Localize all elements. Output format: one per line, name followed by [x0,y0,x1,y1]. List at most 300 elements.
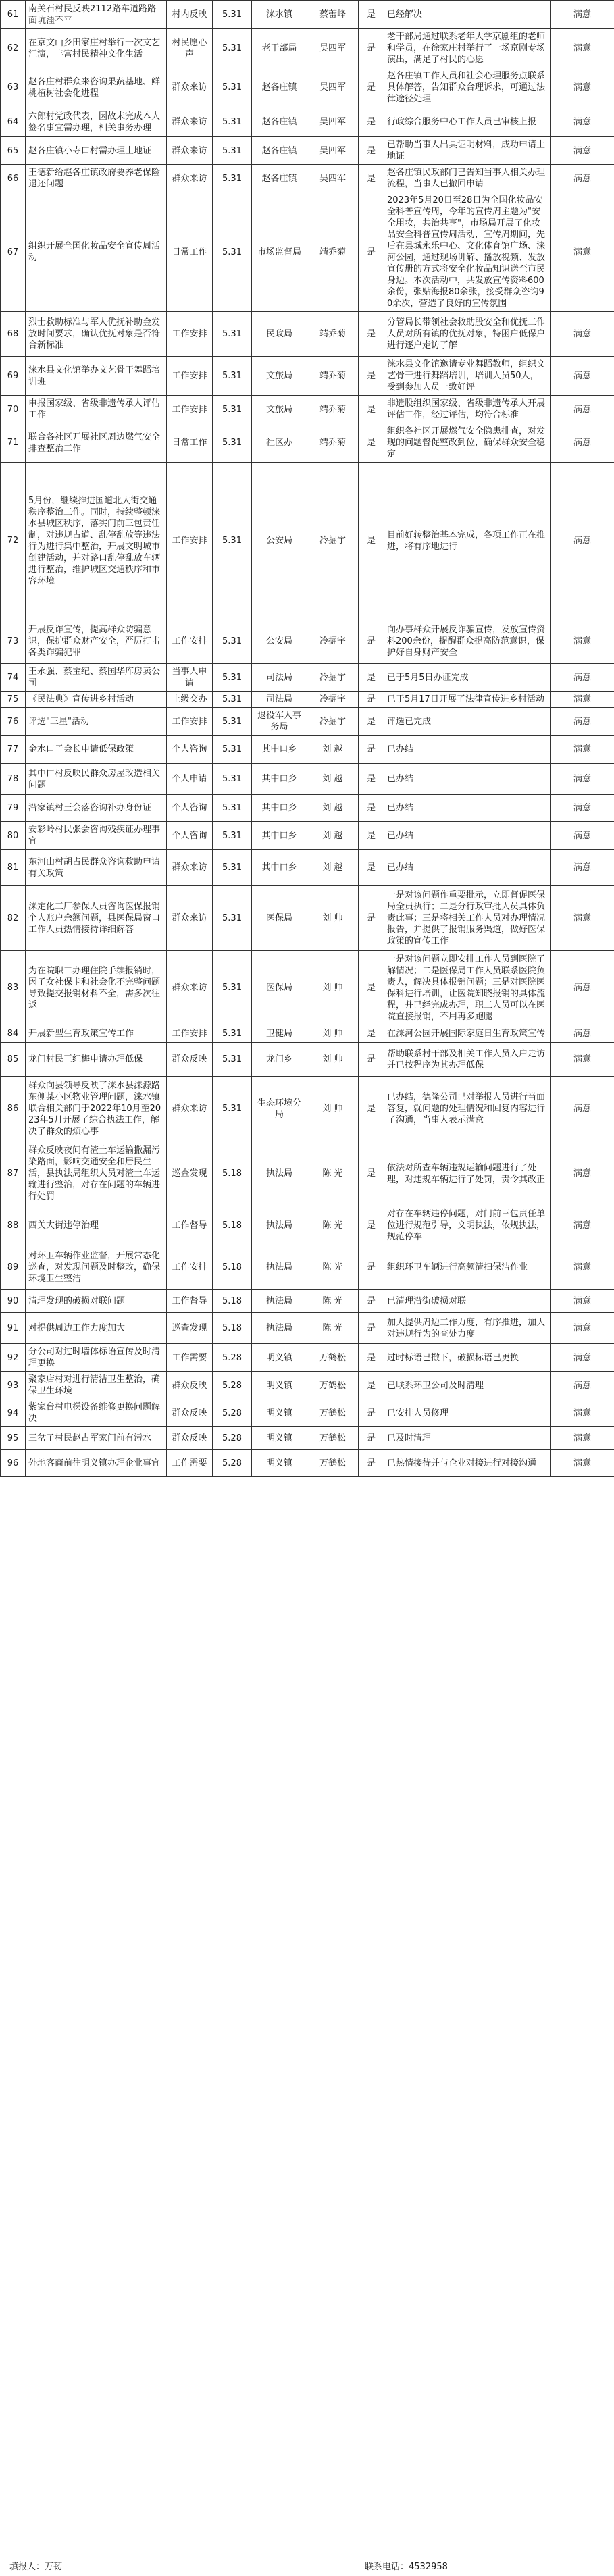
cell-content: 王永强、蔡宝纪、蔡国华库房卖公司 [26,664,167,692]
cell-flag: 是 [359,1313,384,1344]
cell-flag: 是 [359,463,384,619]
cell-unit: 赵各庄镇 [252,68,307,107]
cell-content: 对环卫车辆作业监督，开展常态化巡查，对发现问题及时整改，确保环境卫生整洁 [26,1245,167,1290]
cell-index: 95 [1,1427,26,1450]
cell-date: 5.28 [213,1450,252,1477]
cell-unit: 医保局 [252,886,307,951]
cell-result: 涞水县文化馆邀请专业舞蹈教师，组织文艺骨干进行舞蹈培训，培训人员50人，受到参加人员一致好评 [384,357,551,396]
cell-flag: 是 [359,1,384,29]
cell-person: 靖乔菊 [307,423,359,463]
table-row [1,137,614,165]
cell-source-type: 工作安排 [167,619,213,664]
cell-source-type: 个人咨询 [167,736,213,764]
cell-index: 87 [1,1141,26,1206]
cell-evaluation: 满意 [551,1141,614,1206]
cell-result: 目前好转整治基本完成，各项工作正在推进，将有序地进行 [384,463,551,619]
cell-source-type: 工作安排 [167,463,213,619]
cell-result: 赵各庄镇民政部门已告知当事人相关办理流程，当事人已撤回申请 [384,165,551,192]
cell-source-type: 群众来访 [167,951,213,1025]
cell-result: 赵各庄镇工作人员和社会心理服务点联系具体解答，告知群众合理诉求，可通过法律途径处理 [384,68,551,107]
cell-content: 东河山村胡占民群众咨询救助申请有关政策 [26,850,167,886]
cell-evaluation: 满意 [551,886,614,951]
cell-source-type: 群众反映 [167,1427,213,1450]
cell-flag: 是 [359,1043,384,1077]
cell-flag: 是 [359,107,384,137]
cell-index: 64 [1,107,26,137]
cell-content: 沿家镇村王会落咨询补办身份证 [26,795,167,822]
cell-index: 96 [1,1450,26,1477]
cell-evaluation: 满意 [551,1025,614,1043]
table-row [1,951,614,1025]
cell-source-type: 巡查发现 [167,1313,213,1344]
cell-person: 陈 光 [307,1206,359,1245]
cell-unit: 医保局 [252,951,307,1025]
cell-person: 陈 光 [307,1141,359,1206]
cell-person: 万鹤松 [307,1399,359,1427]
cell-result: 老干部局通过联系老年大学京剧组的老师和学员，在徐家庄村举行了一场京剧专场演出，满足了村民的心愿 [384,29,551,68]
cell-flag: 是 [359,708,384,736]
cell-content: 赵各庄村群众来咨询果蔬基地、鲜桃植树社会化进程 [26,68,167,107]
table-row [1,1450,614,1477]
cell-unit: 赵各庄镇 [252,107,307,137]
cell-unit: 退役军人事务局 [252,708,307,736]
cell-source-type: 群众反映 [167,1399,213,1427]
cell-content: 评选"三星"活动 [26,708,167,736]
cell-result: 一是对该问题立即安排工作人员到医院了解情况；二是医保局工作人员联系医院负责人，解决具体报销问题；三是对医院医保科进行培训，让医院知晓报销的具体流程，并已经完成办理，职工人员可以在医院直接报销，不用再多跑腿 [384,951,551,1025]
table-row [1,463,614,619]
cell-unit: 执法局 [252,1313,307,1344]
cell-flag: 是 [359,822,384,850]
cell-evaluation: 满意 [551,463,614,619]
cell-person: 吴四军 [307,29,359,68]
cell-date: 5.31 [213,764,252,795]
cell-index: 71 [1,423,26,463]
cell-date: 5.31 [213,951,252,1025]
cell-result: 行政综合服务中心工作人员已审核上报 [384,107,551,137]
cell-index: 91 [1,1313,26,1344]
cell-date: 5.31 [213,619,252,664]
cell-date: 5.31 [213,850,252,886]
cell-evaluation: 满意 [551,1206,614,1245]
cell-person: 靖乔菊 [307,396,359,423]
cell-flag: 是 [359,1206,384,1245]
table-row [1,886,614,951]
cell-unit: 龙门乡 [252,1043,307,1077]
cell-person: 靖乔菊 [307,192,359,312]
cell-result: 已安排人员修理 [384,1399,551,1427]
cell-person: 万鹤松 [307,1427,359,1450]
cell-unit: 明义镇 [252,1372,307,1399]
cell-unit: 其中口乡 [252,764,307,795]
cell-date: 5.31 [213,795,252,822]
cell-index: 81 [1,850,26,886]
cell-content: 申报国家级、省级非遗传承人评估工作 [26,396,167,423]
table-row [1,664,614,692]
cell-result: 已于5月5日办证完成 [384,664,551,692]
cell-evaluation: 满意 [551,692,614,708]
cell-person: 刘 帅 [307,1043,359,1077]
cell-person: 刘 帅 [307,1077,359,1141]
cell-flag: 是 [359,619,384,664]
table-row [1,692,614,708]
cell-date: 5.18 [213,1245,252,1290]
cell-evaluation: 满意 [551,850,614,886]
cell-content: 南关石村民反映2112路车道路路面坑洼不平 [26,1,167,29]
cell-result: 已办结，德隆公司已对举报人员进行当面答复，就问题的处理情况和回复内容进行了沟通，当事人表示满意 [384,1077,551,1141]
cell-index: 74 [1,664,26,692]
cell-result: 已及时清理 [384,1427,551,1450]
cell-index: 69 [1,357,26,396]
cell-unit: 明义镇 [252,1399,307,1427]
cell-content: 其中口村反映民群众房屋改造相关问题 [26,764,167,795]
cell-flag: 是 [359,357,384,396]
cell-person: 靖乔菊 [307,357,359,396]
cell-person: 刘 越 [307,764,359,795]
table-row [1,619,614,664]
cell-evaluation: 满意 [551,1,614,29]
cell-date: 5.31 [213,423,252,463]
cell-source-type: 工作安排 [167,1025,213,1043]
cell-result: 非遗股组织国家级、省级非遗传承人开展评估工作，经过评估，均符合标准 [384,396,551,423]
cell-index: 70 [1,396,26,423]
cell-person: 冷掘宇 [307,619,359,664]
cell-date: 5.18 [213,1206,252,1245]
cell-source-type: 群众来访 [167,107,213,137]
cell-unit: 社区办 [252,423,307,463]
cell-index: 82 [1,886,26,951]
cell-content: 开展反诈宣传，提高群众防骗意识，保护群众财产安全，严厉打击各类诈骗犯罪 [26,619,167,664]
cell-evaluation: 满意 [551,951,614,1025]
cell-date: 5.31 [213,312,252,357]
cell-evaluation: 满意 [551,137,614,165]
cell-date: 5.28 [213,1399,252,1427]
cell-date: 5.28 [213,1372,252,1399]
cell-date: 5.31 [213,664,252,692]
cell-source-type: 群众反映 [167,1043,213,1077]
cell-unit: 公安局 [252,619,307,664]
cell-source-type: 工作需要 [167,1344,213,1372]
cell-flag: 是 [359,1290,384,1313]
cell-person: 蔡蕾峰 [307,1,359,29]
cell-date: 5.31 [213,1,252,29]
cell-content: 外地客商前往明义镇办理企业事宜 [26,1450,167,1477]
cell-source-type: 群众来访 [167,850,213,886]
cell-flag: 是 [359,1077,384,1141]
table-row [1,1245,614,1290]
cell-result: 一是对该问题作重要批示，立即督促医保局全员执行；二是分行政审批人员具体负责此事；三是将相关工作人员对办理情况报告，并提供了报销服务渠道，做好医保政策的宣传工作 [384,886,551,951]
cell-evaluation: 满意 [551,312,614,357]
cell-result: 已于5月17日开展了法律宣传进乡村活动 [384,692,551,708]
table-row [1,764,614,795]
cell-result: 已办结 [384,822,551,850]
cell-result: 组织各社区开展燃气安全隐患排查，对发现的问题督促整改到位，确保群众安全稳定 [384,423,551,463]
cell-evaluation: 满意 [551,795,614,822]
cell-flag: 是 [359,68,384,107]
cell-person: 冷掘宇 [307,664,359,692]
cell-date: 5.31 [213,68,252,107]
cell-index: 73 [1,619,26,664]
cell-source-type: 工作督导 [167,1290,213,1313]
cell-source-type: 日常工作 [167,192,213,312]
cell-index: 62 [1,29,26,68]
cell-person: 刘 越 [307,736,359,764]
cell-flag: 是 [359,165,384,192]
cell-index: 66 [1,165,26,192]
table-row [1,165,614,192]
cell-source-type: 群众来访 [167,1077,213,1141]
cell-flag: 是 [359,1450,384,1477]
cell-result: 加大提供周边工作力度，有序推进，加大对违规行为的查处力度 [384,1313,551,1344]
table-row [1,1077,614,1141]
table-row [1,396,614,423]
cell-unit: 司法局 [252,664,307,692]
table-row [1,1313,614,1344]
cell-flag: 是 [359,137,384,165]
cell-content: 在京文山乡田家庄村举行一次文艺汇演，丰富村民精神文化生活 [26,29,167,68]
cell-content: 六郎村党政代表，因故未完成本人签名事宜需办理，相关事务办理 [26,107,167,137]
cell-flag: 是 [359,664,384,692]
cell-content: 为在院职工办理住院手续报销时，因子女社保卡和社会化不完整问题导致提交报销材料不全，需多次往返 [26,951,167,1025]
cell-person: 刘 越 [307,795,359,822]
cell-index: 94 [1,1399,26,1427]
cell-person: 刘 帅 [307,951,359,1025]
cell-person: 刘 越 [307,850,359,886]
cell-flag: 是 [359,692,384,708]
cell-result: 已办结 [384,764,551,795]
cell-unit: 公安局 [252,463,307,619]
cell-content: 组织开展全国化妆品安全宣传周活动 [26,192,167,312]
cell-content: 开展新型生育政策宣传工作 [26,1025,167,1043]
cell-content: 联合各社区开展社区周边燃气安全排查整治工作 [26,423,167,463]
cell-evaluation: 满意 [551,1043,614,1077]
cell-index: 93 [1,1372,26,1399]
table-row [1,423,614,463]
cell-result: 对存在车辆违停问题，对门前三包责任单位进行规范引导，文明执法，依规执法，规范停车 [384,1206,551,1245]
cell-date: 5.31 [213,357,252,396]
cell-evaluation: 满意 [551,1245,614,1290]
cell-index: 78 [1,764,26,795]
cell-source-type: 工作安排 [167,708,213,736]
cell-source-type: 上级交办 [167,692,213,708]
cell-person: 吴四军 [307,107,359,137]
cell-content: 王德新给赵各庄镇政府要养老保险退还问题 [26,165,167,192]
cell-content: 涞水县文化馆举办文艺骨干舞蹈培训班 [26,357,167,396]
cell-content: 清理发现的破损对联问题 [26,1290,167,1313]
cell-evaluation: 满意 [551,822,614,850]
cell-unit: 赵各庄镇 [252,165,307,192]
table-row [1,708,614,736]
cell-index: 85 [1,1043,26,1077]
cell-index: 80 [1,822,26,850]
cell-content: 紫家台村电梯设备维修更换问题解决 [26,1399,167,1427]
cell-index: 65 [1,137,26,165]
cell-date: 5.31 [213,1077,252,1141]
cell-source-type: 巡查发现 [167,1141,213,1206]
cell-unit: 市场监督局 [252,192,307,312]
cell-result: 分管局长带领社会救助股安全和优抚工作人员对所有镇的优抚对象，特困户低保户进行逐户走访了解 [384,312,551,357]
table-row [1,1290,614,1313]
cell-evaluation: 满意 [551,68,614,107]
cell-result: 已热情接待并与企业对接进行对接沟通 [384,1450,551,1477]
cell-flag: 是 [359,850,384,886]
cell-source-type: 工作需要 [167,1450,213,1477]
cell-person: 吴四军 [307,165,359,192]
cell-person: 冷掘宇 [307,463,359,619]
table-row [1,29,614,68]
cell-flag: 是 [359,423,384,463]
cell-evaluation: 满意 [551,708,614,736]
cell-index: 79 [1,795,26,822]
table-row [1,107,614,137]
cell-evaluation: 满意 [551,1427,614,1450]
cell-content: 5月份，继续推进国道北大街交通秩序整治工作。同时，持续整顿涞水县城区秩序，落实门前三包责任制，对违规占道、乱停乱放等违法行为进行集中整治，开展文明城市创建活动，并对路口乱停乱放车辆进行整治，维护城区交通秩序和市容环境 [26,463,167,619]
cell-index: 68 [1,312,26,357]
cell-unit: 涞水镇 [252,1,307,29]
cell-evaluation: 满意 [551,619,614,664]
cell-result: 已清理沿街破损对联 [384,1290,551,1313]
footer [0,2558,614,2576]
cell-source-type: 日常工作 [167,423,213,463]
cell-source-type: 群众来访 [167,68,213,107]
cell-unit: 明义镇 [252,1344,307,1372]
cell-person: 吴四军 [307,68,359,107]
cell-source-type: 群众来访 [167,886,213,951]
table-row [1,1344,614,1372]
table-row [1,736,614,764]
cell-flag: 是 [359,1372,384,1399]
cell-date: 5.31 [213,463,252,619]
cell-evaluation: 满意 [551,396,614,423]
cell-unit: 其中口乡 [252,795,307,822]
table-row [1,192,614,312]
cell-content: 三岔子村民赵占军家门前有污水 [26,1427,167,1450]
cell-date: 5.31 [213,137,252,165]
cell-flag: 是 [359,1344,384,1372]
cell-date: 5.18 [213,1141,252,1206]
cell-person: 刘 帅 [307,1025,359,1043]
cell-unit: 执法局 [252,1290,307,1313]
cell-date: 5.31 [213,692,252,708]
cell-source-type: 当事人申请 [167,664,213,692]
cell-source-type: 村民愿心声 [167,29,213,68]
cell-evaluation: 满意 [551,423,614,463]
cell-index: 90 [1,1290,26,1313]
cell-flag: 是 [359,1141,384,1206]
cell-evaluation: 满意 [551,764,614,795]
preparer-label: 填报人：万韧 [9,2562,63,2572]
cell-content: 聚家店村对进行清洁卫生整治，确保卫生环境 [26,1372,167,1399]
cell-unit: 文旅局 [252,357,307,396]
cell-source-type: 村内反映 [167,1,213,29]
cell-result: 在涞河公园开展国际家庭日生育政策宣传 [384,1025,551,1043]
cell-source-type: 工作督导 [167,1206,213,1245]
cell-unit: 其中口乡 [252,850,307,886]
table-row [1,357,614,396]
cell-evaluation: 满意 [551,357,614,396]
cell-result: 2023年5月20日至28日为全国化妆品安全科普宣传周，今年的宣传周主题为"安全用妆，共治共享"，市场局开展了化妆品安全科普宣传周活动，宣传周期间，先后在县城永乐中心、文化体育馆广场、涞河公园，通过现场讲解、播放视频、发放宣传册的方式将安全化妆品知识送至市民身边。本次活动中，共发放宣传资料600余份，张贴海报80余张，接受群众咨询90余次，营造了良好的宣传氛围 [384,192,551,312]
cell-person: 万鹤松 [307,1344,359,1372]
cell-content: 群众向县领导反映了涞水县涞源路东侧某小区物业管理问题，涞水镇联合相关部门于2022年10月至2023年5月开展了综合执法工作，解决了群众的烦心事 [26,1077,167,1141]
cell-unit: 其中口乡 [252,822,307,850]
cell-unit: 执法局 [252,1206,307,1245]
cell-evaluation: 满意 [551,1077,614,1141]
cell-source-type: 个人咨询 [167,795,213,822]
cell-person: 靖乔菊 [307,312,359,357]
cell-content: 金水口子会长申请低保政策 [26,736,167,764]
cell-person: 陈 光 [307,1313,359,1344]
cell-flag: 是 [359,951,384,1025]
cell-date: 5.31 [213,29,252,68]
cell-content: 赵各庄镇小寺口村需办理土地证 [26,137,167,165]
cell-flag: 是 [359,192,384,312]
cell-source-type: 群众来访 [167,165,213,192]
cell-unit: 卫健局 [252,1025,307,1043]
cell-source-type: 个人申请 [167,764,213,795]
cell-flag: 是 [359,1427,384,1450]
cell-evaluation: 满意 [551,1450,614,1477]
cell-index: 86 [1,1077,26,1141]
cell-evaluation: 满意 [551,736,614,764]
cell-source-type: 工作安排 [167,396,213,423]
cell-unit: 司法局 [252,692,307,708]
cell-evaluation: 满意 [551,1344,614,1372]
cell-unit: 生态环境分局 [252,1077,307,1141]
cell-flag: 是 [359,764,384,795]
cell-unit: 赵各庄镇 [252,137,307,165]
cell-date: 5.31 [213,396,252,423]
cell-flag: 是 [359,1399,384,1427]
cell-unit: 老干部局 [252,29,307,68]
cell-index: 88 [1,1206,26,1245]
cell-evaluation: 满意 [551,1313,614,1344]
cell-source-type: 工作安排 [167,357,213,396]
cell-result: 帮助联系村干部及相关工作人员入户走访并已按程序为其办理低保 [384,1043,551,1077]
cell-date: 5.28 [213,1427,252,1450]
cell-source-type: 工作安排 [167,312,213,357]
cell-content: 西关大街违停治理 [26,1206,167,1245]
cell-flag: 是 [359,736,384,764]
table-row [1,1399,614,1427]
cell-source-type: 群众反映 [167,1372,213,1399]
table-row [1,850,614,886]
cell-person: 冷掘宇 [307,692,359,708]
cell-unit: 明义镇 [252,1427,307,1450]
cell-evaluation: 满意 [551,1290,614,1313]
cell-content: 烈士救助标准与军人优抚补助金发放时间要求，确认优抚对象是否符合新标准 [26,312,167,357]
cell-flag: 是 [359,312,384,357]
cell-index: 63 [1,68,26,107]
cell-result: 已办结 [384,736,551,764]
table-row [1,1,614,29]
cell-date: 5.31 [213,886,252,951]
cell-date: 5.31 [213,822,252,850]
cell-result: 依法对所查车辆违规运输问题进行了处理，对违规车辆进行了处罚，责令其改正 [384,1141,551,1206]
table-row [1,795,614,822]
cell-index: 83 [1,951,26,1025]
cell-source-type: 工作安排 [167,1245,213,1290]
cell-person: 万鹤松 [307,1372,359,1399]
cell-date: 5.31 [213,1043,252,1077]
table-row [1,822,614,850]
cell-unit: 执法局 [252,1141,307,1206]
cell-flag: 是 [359,1025,384,1043]
cell-source-type: 群众来访 [167,137,213,165]
cell-person: 陈 光 [307,1290,359,1313]
cell-unit: 文旅局 [252,396,307,423]
cell-result: 已办结 [384,795,551,822]
cell-date: 5.31 [213,192,252,312]
cell-person: 吴四军 [307,137,359,165]
